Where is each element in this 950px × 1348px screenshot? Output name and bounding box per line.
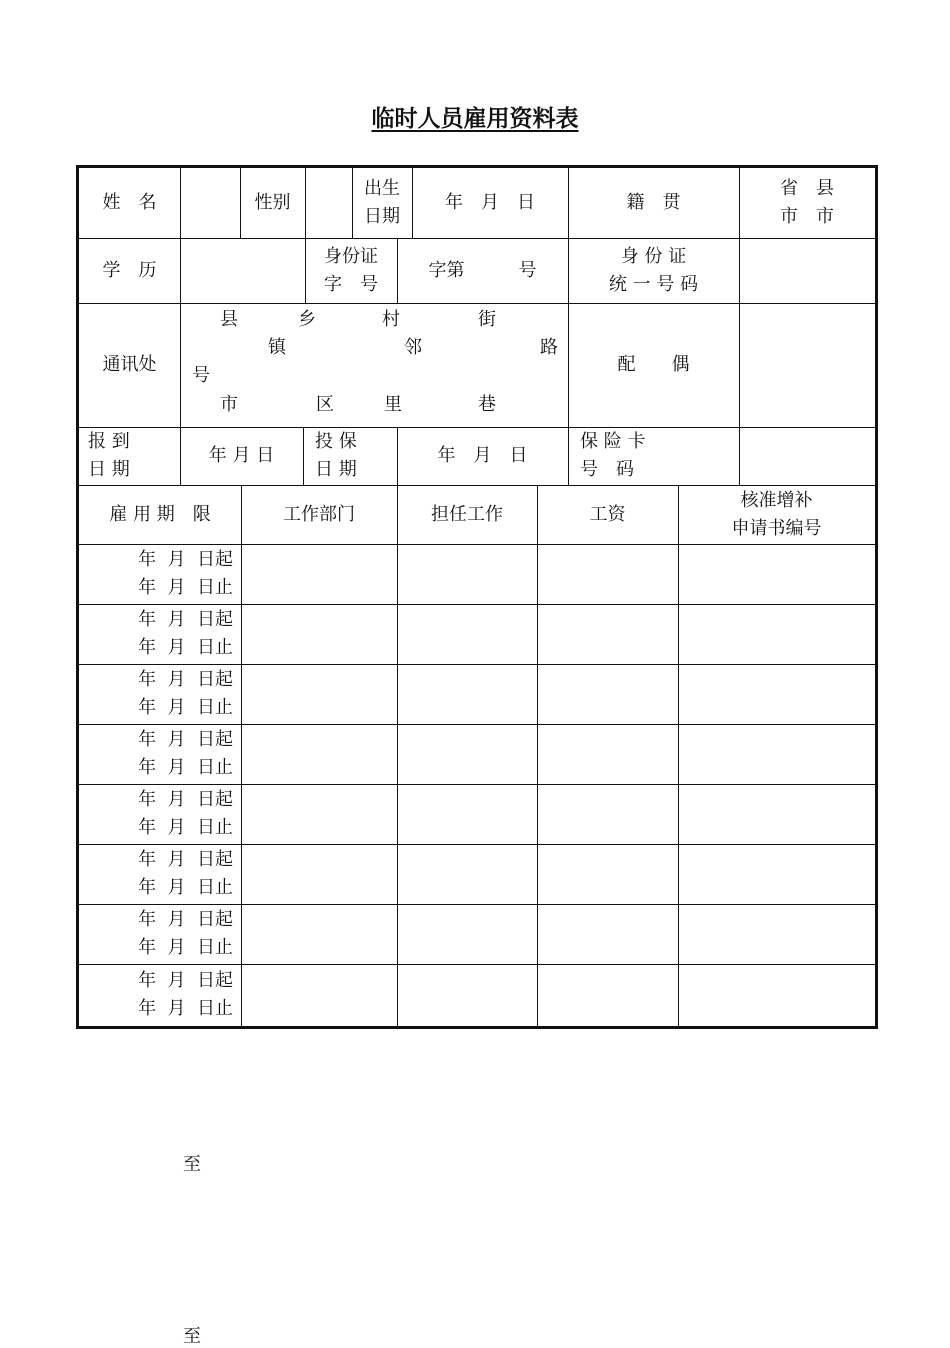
- address-district: 区: [316, 394, 334, 415]
- period-start: 年 月 日起: [138, 729, 233, 750]
- address-town: 镇: [268, 337, 286, 358]
- insure-date-field[interactable]: 年 月 日: [437, 445, 528, 466]
- period-end: 年 月 日止: [138, 998, 233, 1019]
- native-province-county: 省 县: [780, 178, 834, 199]
- header-approval-number: [678, 485, 875, 544]
- table-row-period[interactable]: [79, 964, 233, 1026]
- address-lane: 巷: [478, 394, 496, 415]
- birth-label-line1: 出生: [364, 178, 400, 199]
- id-unified-label: [568, 238, 739, 303]
- insure-label-line1: 投 保: [315, 431, 357, 452]
- period-end: 年 月 日止: [138, 817, 233, 838]
- table-row-period[interactable]: [79, 604, 233, 664]
- table-row-period[interactable]: [79, 664, 233, 724]
- period-start: 年 月 日起: [138, 909, 233, 930]
- period-start: 年 月 日起: [138, 789, 233, 810]
- id-unified-label-line2: 统 一 号 码: [608, 273, 699, 295]
- spouse-label: 配 偶: [617, 354, 690, 375]
- col-divider: [397, 485, 398, 1026]
- address-township: 乡: [298, 309, 316, 330]
- header-department: 工作部门: [283, 503, 355, 525]
- col-divider: [303, 427, 304, 485]
- table-row-period[interactable]: [79, 904, 233, 964]
- native-place-field[interactable]: [739, 168, 875, 238]
- native-place-label: 籍 贯: [626, 192, 681, 213]
- table-row-period[interactable]: [79, 544, 233, 604]
- insure-label-line2: 日 期: [315, 459, 357, 480]
- employment-form-table: [76, 165, 878, 1029]
- report-date-field[interactable]: 年 月 日: [208, 445, 275, 466]
- id-cert-label-line1: 身份证: [324, 245, 378, 267]
- id-cert-label: [305, 238, 397, 303]
- period-start: 年 月 日起: [138, 970, 233, 991]
- period-end: 年 月 日止: [138, 637, 233, 658]
- name-label: 姓 名: [102, 192, 157, 213]
- address-city: 市: [220, 394, 238, 415]
- address-label: 通讯处: [102, 354, 157, 375]
- id-cert-number-field[interactable]: 字第 号: [428, 259, 537, 281]
- address-street: 街: [478, 309, 496, 330]
- period-end: 年 月 日止: [138, 757, 233, 778]
- period-end: 年 月 日止: [138, 877, 233, 898]
- header-employment-period: 雇 用 期 限: [109, 503, 211, 525]
- table-row-period[interactable]: [79, 784, 233, 844]
- col-divider: [537, 485, 538, 1026]
- col-divider: [241, 485, 242, 1026]
- table-row-period[interactable]: [79, 844, 233, 904]
- gender-label: 性别: [254, 192, 291, 213]
- id-unified-number-field[interactable]: [739, 238, 875, 303]
- birth-date-label: [352, 168, 412, 238]
- name-field[interactable]: [180, 168, 240, 238]
- education-label: 学 历: [102, 259, 157, 281]
- education-field[interactable]: [180, 238, 305, 303]
- address-li: 里: [384, 394, 402, 415]
- address-field[interactable]: [180, 303, 568, 427]
- header-position: 担任工作: [431, 503, 503, 525]
- report-label-line1: 报 到: [88, 431, 130, 452]
- birth-date-field[interactable]: 年 月 日: [445, 192, 535, 213]
- footer-zhi-2: 至: [183, 1326, 201, 1347]
- id-cert-label-line2: 字 号: [324, 273, 378, 295]
- address-neighborhood: 邻: [404, 337, 422, 358]
- native-city-city: 市 市: [780, 206, 834, 227]
- id-unified-label-line1: 身 份 证: [620, 245, 687, 267]
- form-title: 临时人员雇用资料表: [371, 106, 579, 132]
- footer-zhi-1: 至: [183, 1154, 201, 1175]
- card-label-line2: 号 码: [580, 459, 634, 480]
- header-approval-line2: 申请书编号: [731, 517, 822, 539]
- insurance-card-field[interactable]: [739, 427, 875, 485]
- card-label-line1: 保 险 卡: [580, 431, 646, 452]
- period-start: 年 月 日起: [138, 849, 233, 870]
- birth-label-line2: 日期: [364, 206, 400, 227]
- report-date-label: [88, 427, 180, 485]
- address-road: 路: [540, 337, 558, 358]
- address-village: 村: [382, 309, 400, 330]
- period-end: 年 月 日止: [138, 937, 233, 958]
- table-row-period[interactable]: [79, 724, 233, 784]
- insurance-card-label: [580, 427, 739, 485]
- period-start: 年 月 日起: [138, 669, 233, 690]
- period-start: 年 月 日起: [138, 609, 233, 630]
- header-salary: 工资: [589, 503, 626, 525]
- period-start: 年 月 日起: [138, 549, 233, 570]
- period-end: 年 月 日止: [138, 697, 233, 718]
- gender-field[interactable]: [305, 168, 352, 238]
- address-county: 县: [220, 309, 238, 330]
- header-approval-line1: 核准增补: [740, 489, 813, 511]
- address-number: 号: [192, 365, 210, 386]
- col-divider: [678, 485, 679, 1026]
- report-label-line2: 日 期: [88, 459, 130, 480]
- insure-date-label: [315, 427, 397, 485]
- period-end: 年 月 日止: [138, 577, 233, 598]
- spouse-field[interactable]: [739, 303, 875, 427]
